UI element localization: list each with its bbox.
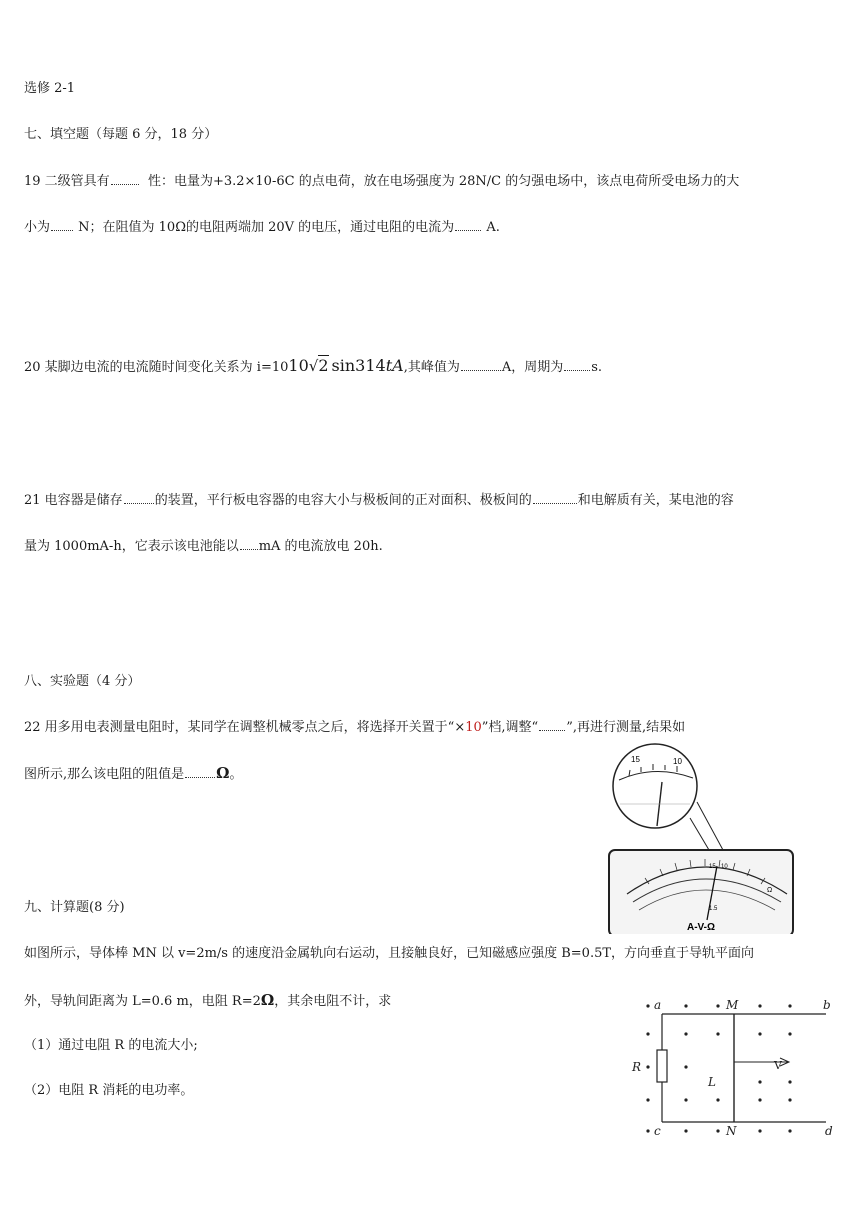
zoom-line [690,818,709,850]
q19-text-1a: 19 二级管具有 [24,174,110,189]
q22-text-2b: 。 [229,767,243,782]
q22-text-1a: 22 用多用电表测量电阻时，某同学在调整机械零点之后，将选择开关置于“× [24,720,466,735]
q19-blank-3[interactable] [455,218,481,231]
mag-label-15: 15 [631,755,640,764]
q20-text-c: A，周期为 [501,360,564,375]
q19-line-2 [24,218,500,237]
problem-text-2 [24,991,391,1011]
q21-blank-3[interactable] [240,537,258,550]
q21-line-2 [24,537,383,556]
q22-text-1b: ”档,调整“ [481,720,539,735]
panel-label-15: 15 [709,864,716,870]
formula-10: 10 [288,356,309,375]
section-7-title: 七、填空题（每题 6 分，18 分） [24,127,218,142]
omega-symbol-2: Ω [260,991,275,1009]
problem-text-1: 如图所示，导体棒 MN 以 v=2m/s 的速度沿金属轨向右运动，且接触良好，已知磁感应强度 B=0.5T，方向垂直于导轨平面向 [24,946,755,961]
sqrt-sign: √ [308,357,319,375]
q22-text-1c: ”,再进行测量,结果如 [566,720,686,735]
q22-blank-1[interactable] [539,718,565,731]
q21-text-2a: 量为 1000mA-h，它表示该电池能以 [24,539,239,554]
label-L: L [708,1075,716,1089]
label-d: d [825,1124,833,1138]
q20-text-a: 20 某脚边电流的电流随时间变化关系为 i=10 [24,360,289,375]
q19-blank-1[interactable] [111,172,139,185]
q20-text-d: s. [591,360,603,375]
label-R: R [632,1060,642,1074]
q20-formula [288,356,403,375]
formula-tA: tA [385,356,404,375]
q22-blank-2[interactable] [185,765,215,778]
q19-blank-2[interactable] [51,218,73,231]
q22-line-1 [24,718,685,737]
field-dots [646,1004,791,1132]
q20-blank-1[interactable] [461,358,501,371]
label-M: M [726,998,739,1012]
problem-text-2a: 外，导轨间距离为 L=0.6 m，电阻 R=2 [24,994,261,1009]
q21-line-1 [24,491,734,510]
mag-label-10: 10 [673,757,682,766]
q22-text-2a: 图所示,那么该电阻的阻值是 [24,767,185,782]
zoom-line [697,802,723,850]
circuit-diagram [628,992,844,1142]
q20-line [24,357,602,377]
formula-sin: sin [331,356,356,375]
label-a: a [654,998,662,1012]
section-8-title: 八、实验题（4 分） [24,674,141,689]
sub-question-2: （2）电阻 R 消耗的电功率。 [24,1083,194,1098]
q19-text-2b: N；在阻值为 10Ω的电阻两端加 20V 的电压，通过电阻的电流为 [78,220,455,235]
label-V: V [774,1059,782,1072]
q21-text-2b: mA 的电流放电 20h. [258,539,383,554]
q19-text-2a: 小为 [24,220,51,235]
q20-text-b: ,其峰值为 [403,360,460,375]
panel-nums: 1.5 [709,906,718,912]
label-b: b [823,998,831,1012]
panel-label: A-V-Ω [687,922,716,933]
q21-text-1a: 21 电容器是储存 [24,493,123,508]
sub-question-1: （1）通过电阻 R 的电流大小; [24,1038,198,1053]
panel-omega: Ω [767,887,773,894]
q21-blank-1[interactable] [124,491,154,504]
magnifier-circle [613,744,697,828]
q21-blank-2[interactable] [533,491,577,504]
q21-text-1c: 和电解质有关，某电池的容 [577,493,734,508]
problem-text-2b: ，其余电阻不计，求 [274,994,392,1009]
q19-text-2c: A. [486,220,500,235]
q20-blank-2[interactable] [564,358,590,371]
module-label: 选修 2-1 [24,81,76,96]
multimeter-figure [605,742,795,934]
formula-314: 314 [355,356,386,375]
formula-2: 2 [318,356,329,375]
q19-line-1 [24,172,739,191]
panel-label-10: 10 [721,864,728,870]
q22-line-2 [24,764,243,784]
omega-symbol: Ω [216,764,230,782]
section-9-title: 九、计算题(8 分) [24,900,125,915]
label-N: N [726,1124,737,1138]
q21-text-1b: 的装置，平行板电容器的电容大小与极板间的正对面积、极板间的 [154,493,532,508]
label-c: c [654,1124,661,1138]
q22-range-10: 10 [465,720,482,735]
q19-text-1b: 性：电量为+3.2×10-6C 的点电荷，放在电场强度为 28N/C 的匀强电场中，该点电荷所受电场力的大 [147,174,740,189]
resistor-R [657,1050,667,1082]
